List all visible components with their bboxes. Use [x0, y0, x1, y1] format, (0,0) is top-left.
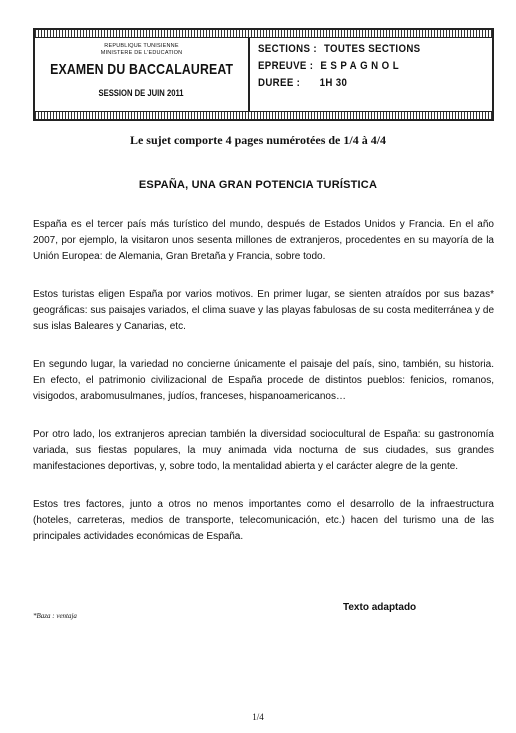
header-right-panel	[250, 30, 492, 119]
header-left-panel	[35, 30, 250, 119]
page-count-note: Le sujet comporte 4 pages numérotées de 1/4 à 4/4	[129, 133, 387, 147]
exam-header	[33, 28, 494, 121]
article-paragraph: España es el tercer país más turístico del mundo, después de Estados Unidos y Francia. En el año 2007, por ejemplo, la visitaron unos sesenta millones de extranjeros, procedentes en su mayoría de la Unión Europea: de Alemania, Gran Bretaña y Francia, sobre todo.	[33, 219, 494, 262]
duree-value: 1H 30	[319, 77, 348, 89]
article-title: ESPAÑA, UNA GRAN POTENCIA TURÍSTICA	[138, 179, 378, 191]
article-paragraph: Por otro lado, los extranjeros aprecian también la diversidad sociocultural de España: su gastronomía variada, sus fiestas populares, la muy animada vida nocturna de sus ciudades, sus grandes manifestaciones deportivas, y, sobre todo, la mentalidad abierta y el carácter alegre de la gente.	[33, 429, 494, 472]
epreuve-line	[258, 58, 464, 75]
duree-label: DUREE :	[258, 77, 301, 89]
sections-label: SECTIONS :	[258, 43, 317, 55]
sections-value: TOUTES SECTIONS	[323, 43, 421, 55]
source-note: Texto adaptado	[343, 602, 417, 613]
sections-line	[258, 41, 464, 58]
duree-line	[258, 75, 464, 92]
exam-session: SESSION DE JUIN 2011	[98, 88, 185, 98]
header-bottom-band	[35, 111, 492, 119]
ministry-name: MINISTERE DE L'EDUCATION	[100, 50, 183, 56]
article-body	[33, 217, 494, 567]
article-paragraph: En segundo lugar, la variedad no concierne únicamente el paisaje del país, sino, también, su historia. En efecto, el patrimonio civilizacional de España procede de distintos pueblos: fenicios, romanos, visigodos, arabomusulmanes, judíos, franceses, hispanoamericanos…	[33, 359, 494, 402]
epreuve-value: ESPAGNOL	[320, 60, 403, 72]
page-number: 1/4	[252, 712, 264, 722]
epreuve-label: EPREUVE :	[258, 60, 314, 72]
footnote: *Baza : ventaja	[33, 612, 77, 620]
exam-title: EXAMEN DU BACCALAUREAT	[49, 61, 234, 78]
article-paragraph: Estos tres factores, junto a otros no menos importantes como el desarrollo de la infraestructura (hoteles, carreteras, medios de transporte, telecomunicación, etc.) hacen del turismo una de las principales actividades económicas de España.	[33, 499, 494, 542]
republic-name: REPUBLIQUE TUNISIENNE	[104, 43, 179, 49]
header-top-band	[35, 30, 492, 38]
article-paragraph: Estos turistas eligen España por varios motivos. En primer lugar, se sienten atraídos por sus bazas* geográficas: sus paisajes variados, el clima suave y las playas fabulosas de su costa mediterránea y de sus islas Baleares y Canarias, etc.	[33, 289, 494, 332]
